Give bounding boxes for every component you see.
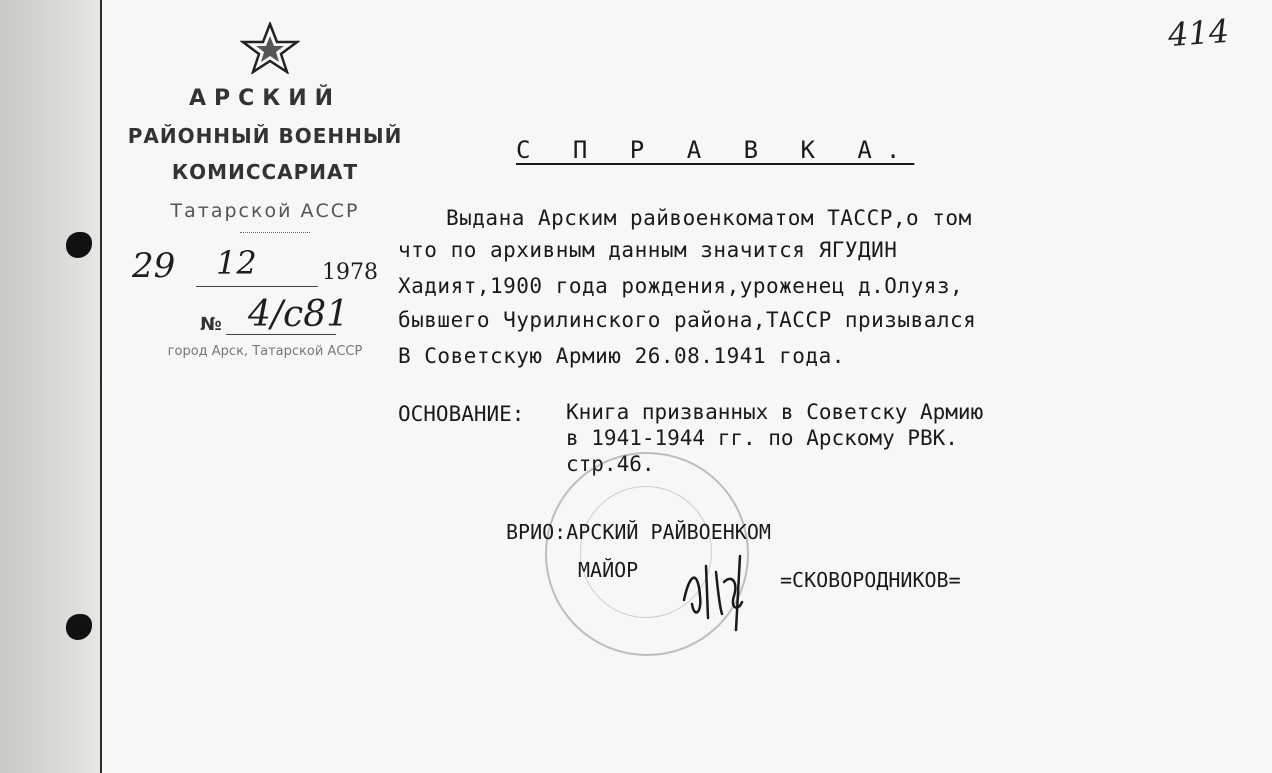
registration-number: 4/с81 bbox=[248, 294, 350, 335]
stamp-line-2: РАЙОННЫЙ ВОЕННЫЙ bbox=[127, 124, 403, 148]
punch-hole bbox=[66, 614, 92, 640]
body-line: что по архивным данным значится ЯГУДИН bbox=[398, 238, 898, 262]
star-icon bbox=[240, 22, 300, 74]
body-line: Хадият,1900 года рождения,уроженец д.Олуяз, bbox=[398, 274, 964, 298]
date-year: 1978 bbox=[322, 260, 378, 285]
basis-line: в 1941-1944 гг. по Арскому РВК. bbox=[566, 426, 958, 450]
divider bbox=[240, 232, 310, 233]
number-label: № bbox=[200, 314, 222, 335]
stamp-line-3: КОМИССАРИАТ bbox=[171, 160, 359, 184]
signature-title: ВРИО:АРСКИЙ РАЙВОЕНКОМ bbox=[506, 520, 771, 544]
punch-hole bbox=[66, 232, 92, 258]
body-line: В Советскую Армию 26.08.1941 года. bbox=[398, 344, 845, 368]
date-month: 12 bbox=[216, 244, 257, 282]
stamp-city: город Арск, Татарской АССР bbox=[167, 344, 363, 359]
page-number: 414 bbox=[1166, 11, 1231, 55]
basis-line: стр.46. bbox=[566, 452, 655, 476]
stamp-line-1: АРСКИЙ bbox=[188, 86, 342, 111]
signature-rank: МАЙОР bbox=[578, 558, 639, 582]
basis-line: Книга призванных в Советску Армию bbox=[566, 400, 984, 424]
document-title: С П Р А В К А. bbox=[516, 136, 915, 164]
stamp-line-4: Татарской АССР bbox=[170, 200, 360, 222]
date-underline bbox=[196, 286, 318, 287]
signatory-name: =СКОВОРОДНИКОВ= bbox=[780, 568, 961, 592]
basis-label: ОСНОВАНИЕ: bbox=[398, 402, 525, 426]
binding-strip bbox=[0, 0, 102, 773]
date-day: 29 bbox=[132, 246, 176, 286]
document-page bbox=[102, 0, 1272, 773]
body-line: Выдана Арским райвоенкоматом ТАССР,о том bbox=[446, 206, 972, 230]
handwritten-signature bbox=[676, 552, 766, 632]
body-line: бывшего Чурилинского района,ТАССР призывался bbox=[398, 308, 977, 332]
